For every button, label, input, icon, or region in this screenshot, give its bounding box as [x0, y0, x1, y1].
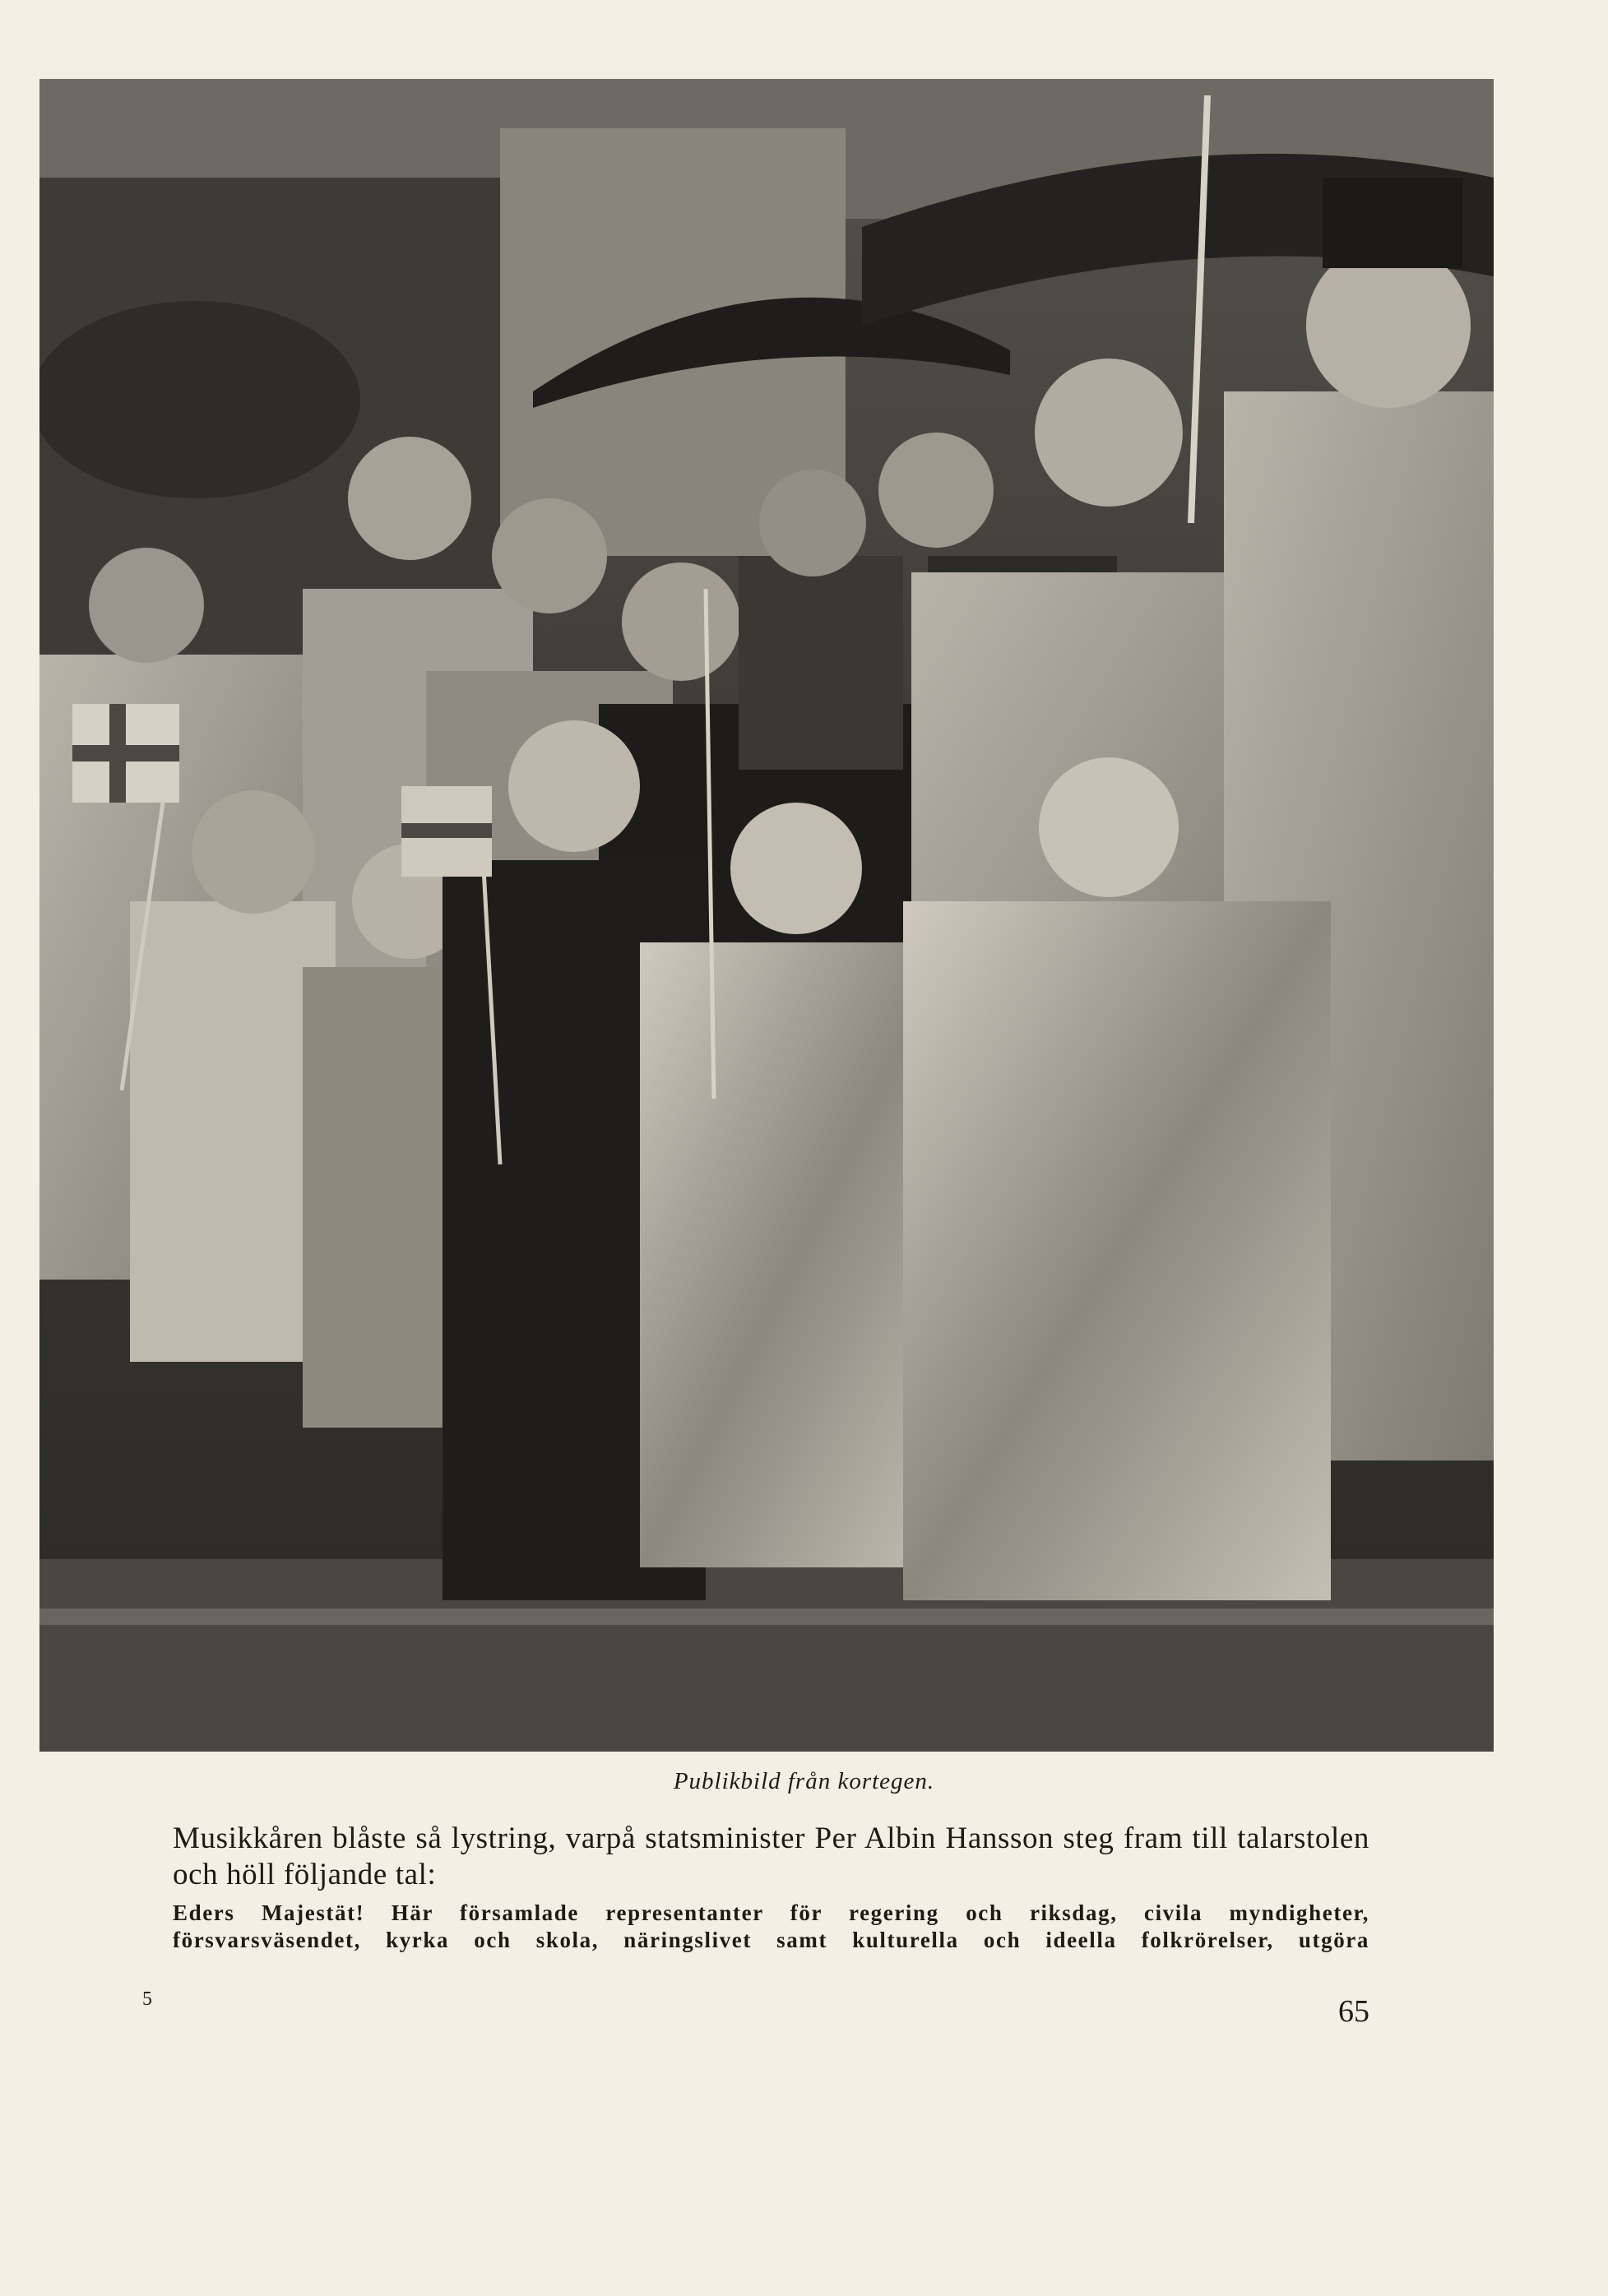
body-paragraph: Musikkåren blåste så lystring, varpå statsminister Per Albin Hansson steg fram till talarstolen och höll följande tal:	[173, 1822, 1369, 1891]
page-number: 65	[1338, 1994, 1369, 2029]
crowd-photograph	[39, 79, 1494, 1752]
speech-text	[173, 1900, 1369, 1954]
speech-line: försvarsväsendet, kyrka och skola, näringslivet samt kulturella och ideella folkrörelser, utgöra	[173, 1928, 1369, 1952]
signature-mark: 5	[142, 1988, 152, 2010]
photo-caption: Publikbild från kortegen.	[673, 1768, 935, 1794]
crowd-photo-icon	[39, 79, 1494, 1752]
speech-line: Eders Majestät! Här församlade representanter för regering och riksdag, civila myndigheter,	[173, 1900, 1369, 1925]
